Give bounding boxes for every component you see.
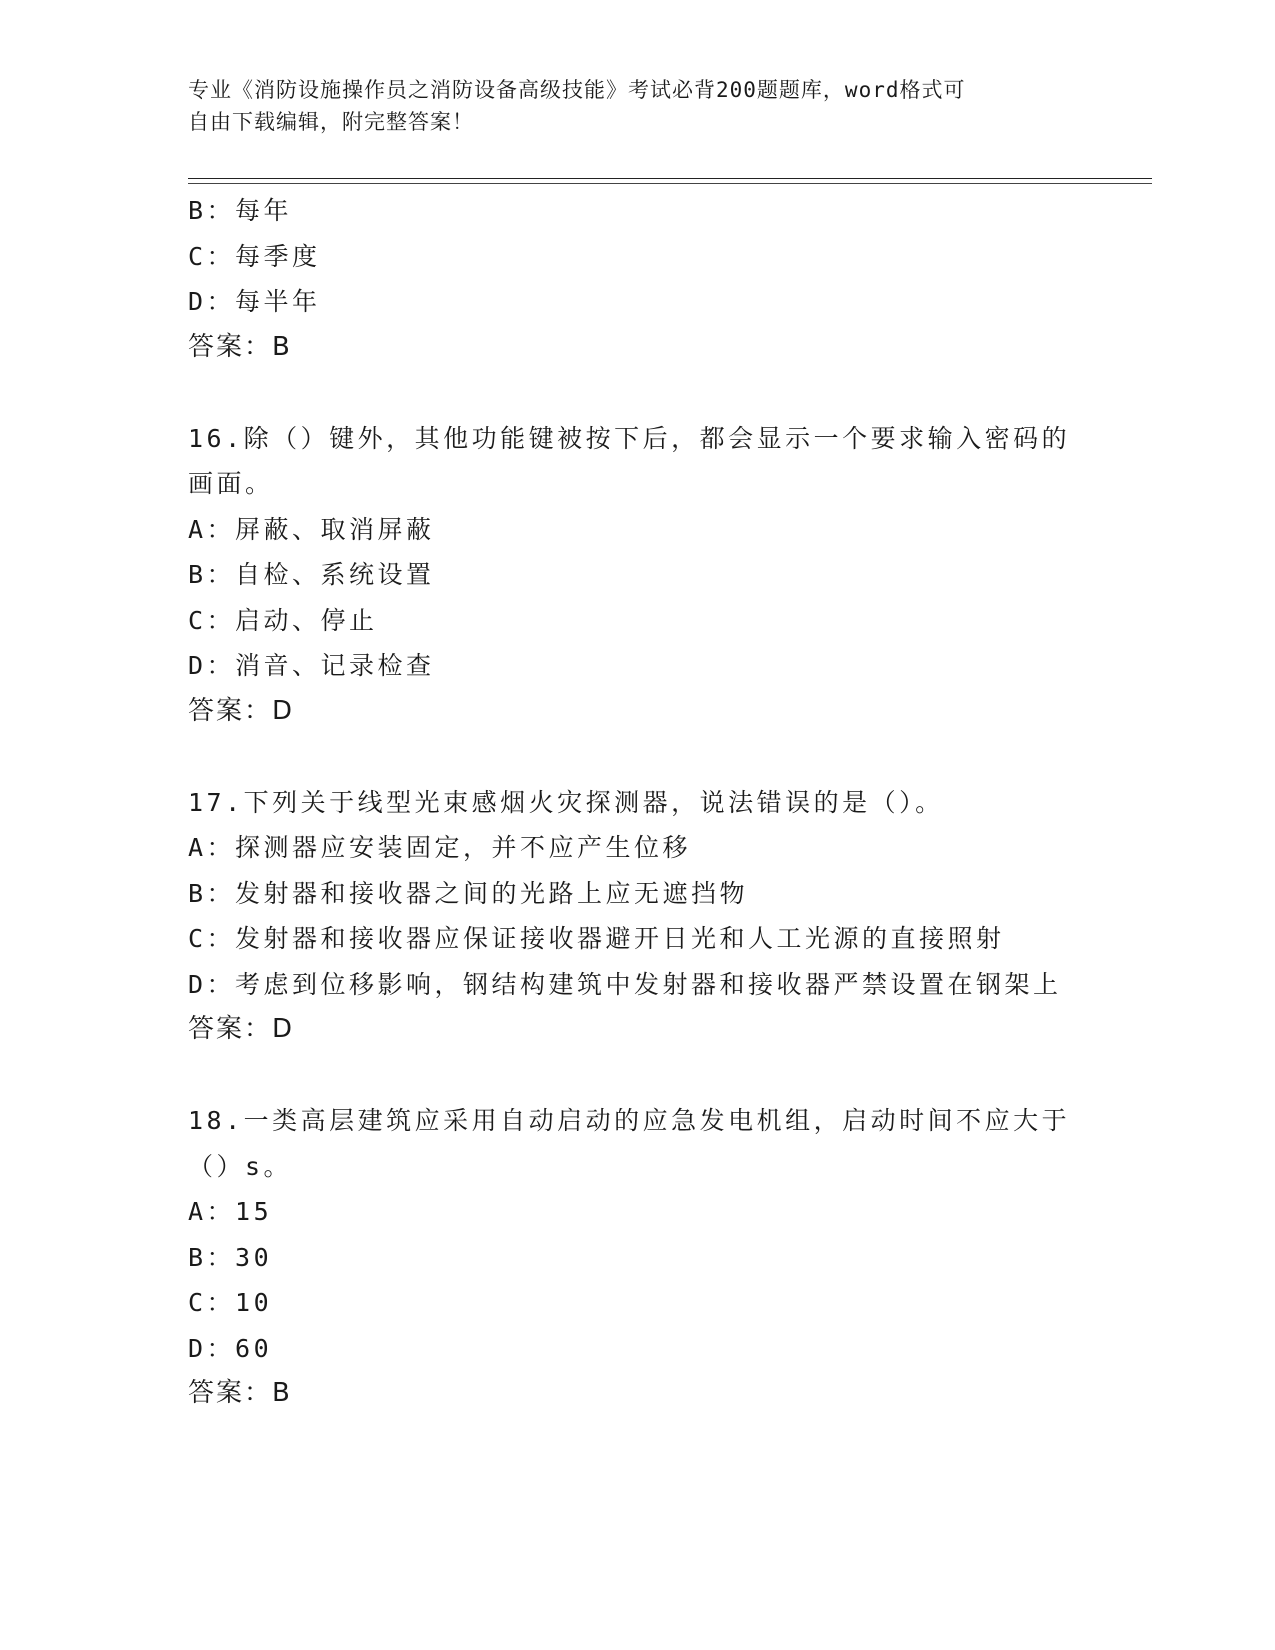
spacer [188,1053,1088,1099]
spacer [188,734,1088,780]
option-b: B：自检、系统设置 [188,560,435,589]
option-c: C：10 [188,1288,273,1317]
option-a: A：探测器应安装固定，并不应产生位移 [188,833,692,862]
header-line-1: 专业《消防设施操作员之消防设备高级技能》考试必背200题题库，word格式可 [188,78,966,102]
question-16 [188,416,1088,735]
option-b: B：发射器和接收器之间的光路上应无遮挡物 [188,878,749,908]
option-a: A：15 [188,1197,273,1226]
header-divider-thick [188,178,1152,179]
option-c: C：每季度 [188,241,321,271]
question-15-tail [188,188,1088,370]
header-line-2: 自由下载编辑，附完整答案！ [188,110,474,134]
question-text-line-1: 18.一类高层建筑应采用自动启动的应急发电机组，启动时间不应大于 [188,1106,1071,1135]
question-list [188,188,1088,1417]
document-header [188,74,1068,138]
header-divider-thin [188,183,1152,184]
question-text-line-2: 画面。 [188,469,274,498]
question-text-line-2: （）s。 [188,1151,293,1181]
question-text-line-1: 16.除（）键外，其他功能键被按下后，都会显示一个要求输入密码的 [188,423,1071,453]
spacer [188,370,1088,416]
question-17 [188,780,1088,1053]
option-c: C：启动、停止 [188,605,378,635]
option-d: D：考虑到位移影响，钢结构建筑中发射器和接收器严禁设置在钢架上 [188,969,1062,999]
answer-line: 答案：B [188,1378,292,1408]
question-18 [188,1098,1088,1417]
option-b: B：30 [188,1242,273,1272]
answer-line: 答案：D [188,1014,295,1044]
answer-line: 答案：D [188,695,295,726]
option-d: D：消音、记录检查 [188,651,435,680]
option-b: B：每年 [188,196,293,225]
question-text-line-1: 17.下列关于线型光束感烟火灾探测器，说法错误的是（）。 [188,787,944,817]
option-d: D：60 [188,1333,273,1363]
option-d: D：每半年 [188,287,321,316]
option-a: A：屏蔽、取消屏蔽 [188,514,435,544]
answer-line: 答案：B [188,331,292,362]
option-c: C：发射器和接收器应保证接收器避开日光和人工光源的直接照射 [188,924,1005,953]
